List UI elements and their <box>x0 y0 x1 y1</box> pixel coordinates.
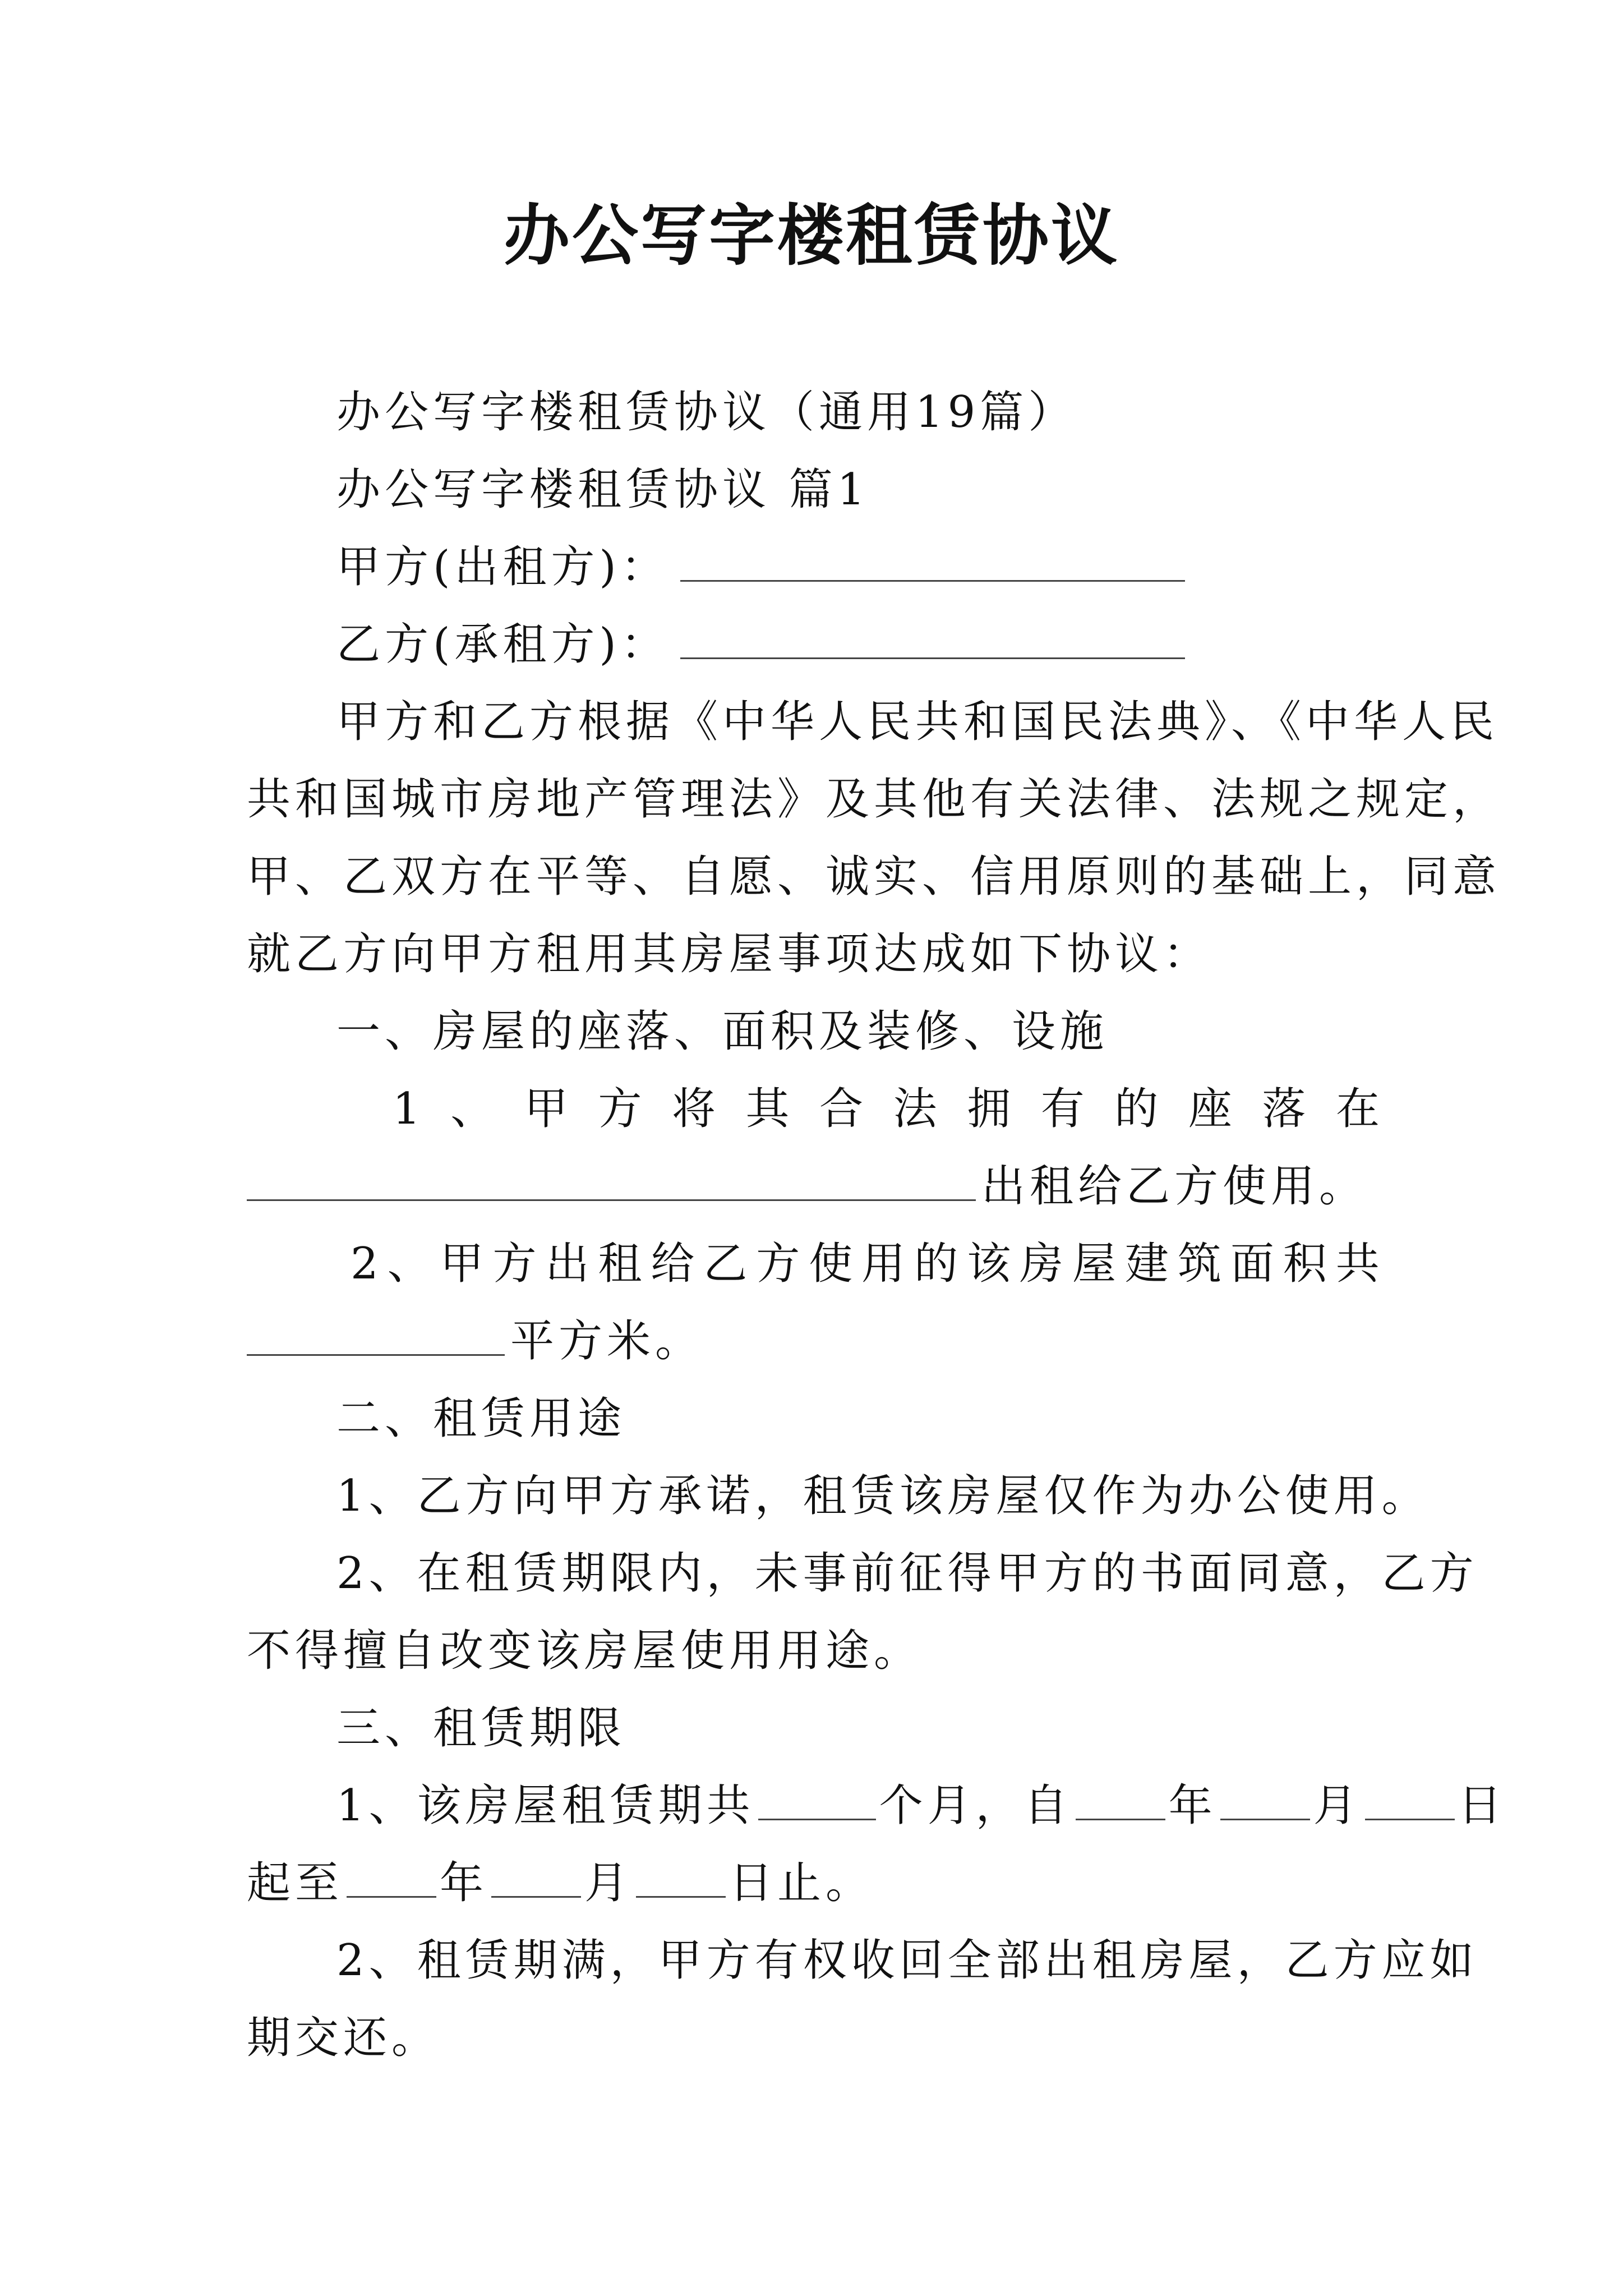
clause-char: 积 <box>1283 1239 1327 1289</box>
start-year-blank <box>1076 1777 1165 1820</box>
section-heading: 二、租赁用途 <box>336 1393 626 1444</box>
clause-char: 2 <box>351 1239 379 1289</box>
clause-char: 乙 <box>703 1239 748 1289</box>
end-day-blank <box>636 1855 726 1898</box>
clause-char: 的 <box>1114 1084 1159 1134</box>
clause-char: 方 <box>598 1084 642 1134</box>
end-month-blank <box>491 1855 581 1898</box>
clause-1-1-line1 <box>393 1078 1380 1140</box>
clause-1-2-line1 <box>351 1233 1380 1295</box>
clause-1-2-line2 <box>247 1310 1380 1372</box>
clause-char: 用 <box>861 1239 906 1289</box>
clause-2-2-line1: 2、在租赁期限内，未事前征得甲方的书面同意，乙方 <box>336 1548 1478 1599</box>
clause-2-2-line2: 不得擅自改变该房屋使用用途。 <box>247 1626 923 1676</box>
clause-char: 甲 <box>524 1084 568 1134</box>
clause-3-1-line2 <box>247 1852 1380 1914</box>
clause-char: 的 <box>914 1239 958 1289</box>
clause-char: 法 <box>893 1084 937 1134</box>
clause-char: 给 <box>651 1239 695 1289</box>
location-blank <box>247 1158 976 1201</box>
clause-char: 屋 <box>1072 1239 1116 1289</box>
clause-char: 方 <box>756 1239 800 1289</box>
intro-line: 共和国城市房地产管理法》及其他有关法律、法规之规定， <box>247 774 1501 825</box>
clause-1-1-line2 <box>247 1156 1380 1217</box>
clause-text: 起至 <box>247 1858 344 1908</box>
start-month-blank <box>1220 1777 1310 1820</box>
clause-char: 、 <box>387 1239 431 1289</box>
clause-text: 年 <box>1168 1780 1217 1831</box>
clause-3-2-line2: 期交还。 <box>247 2013 440 2063</box>
part-heading: 办公写字楼租赁协议 篇1 <box>336 464 870 515</box>
clause-char: 在 <box>1335 1084 1380 1134</box>
clause-char: 1 <box>393 1084 421 1134</box>
start-day-blank <box>1365 1777 1455 1820</box>
party-a-label: 甲方(出租方)： <box>336 542 669 592</box>
area-blank <box>247 1313 505 1356</box>
clause-char: 座 <box>1188 1084 1232 1134</box>
party-a-blank <box>680 539 1185 582</box>
clause-text: 日 <box>1458 1780 1506 1831</box>
document-title: 办公写字楼租赁协议 <box>503 196 1119 274</box>
clause-char: 落 <box>1262 1084 1306 1134</box>
months-blank <box>758 1777 876 1820</box>
intro-line: 甲方和乙方根据《中华人民共和国民法典》、《中华人民 <box>336 697 1499 747</box>
clause-text: 日止。 <box>729 1858 874 1908</box>
clause-char: 将 <box>671 1084 716 1134</box>
clause-text: 个月，自 <box>879 1780 1072 1831</box>
party-a-line <box>336 536 1380 598</box>
clause-char: 该 <box>967 1239 1011 1289</box>
clause-char: 方 <box>492 1239 537 1289</box>
clause-text: 月 <box>1313 1780 1362 1831</box>
clause-char: 面 <box>1230 1239 1274 1289</box>
clause-text: 月 <box>584 1858 633 1908</box>
clause-char: 其 <box>745 1084 790 1134</box>
clause-1-1-tail: 出租给乙方使用。 <box>981 1161 1368 1212</box>
clause-text: 年 <box>440 1858 488 1908</box>
clause-char: 甲 <box>440 1239 484 1289</box>
clause-char: 有 <box>1040 1084 1085 1134</box>
clause-char: 房 <box>1020 1239 1064 1289</box>
clause-char: 共 <box>1335 1239 1380 1289</box>
clause-char: 租 <box>598 1239 642 1289</box>
clause-text: 1、该房屋租赁期共 <box>336 1780 755 1831</box>
section-heading: 一、房屋的座落、面积及装修、设施 <box>336 1006 1109 1057</box>
clause-char: 建 <box>1124 1239 1169 1289</box>
clause-2-1: 1、乙方向甲方承诺，租赁该房屋仅作为办公使用。 <box>336 1471 1430 1521</box>
party-b-blank <box>680 616 1185 659</box>
end-year-blank <box>347 1855 436 1898</box>
clause-3-2-line1: 2、租赁期满，甲方有权收回全部出租房屋，乙方应如 <box>336 1935 1478 1986</box>
clause-char: 使 <box>809 1239 853 1289</box>
section-heading: 三、租赁期限 <box>336 1703 626 1754</box>
clause-char: 、 <box>450 1084 495 1134</box>
intro-line: 就乙方向甲方租用其房屋事项达成如下协议： <box>247 929 1212 979</box>
clause-char: 出 <box>545 1239 589 1289</box>
clause-1-2-tail: 平方米。 <box>510 1316 704 1366</box>
party-b-line <box>336 614 1380 675</box>
intro-line: 甲、乙双方在平等、自愿、诚实、信用原则的基础上，同意 <box>247 852 1501 902</box>
clause-char: 拥 <box>967 1084 1011 1134</box>
document-subtitle: 办公写字楼租赁协议（通用19篇） <box>336 387 1077 438</box>
clause-3-1-line1 <box>336 1775 1506 1837</box>
clause-char: 筑 <box>1177 1239 1221 1289</box>
party-b-label: 乙方(承租方)： <box>336 619 669 670</box>
clause-char: 合 <box>819 1084 864 1134</box>
